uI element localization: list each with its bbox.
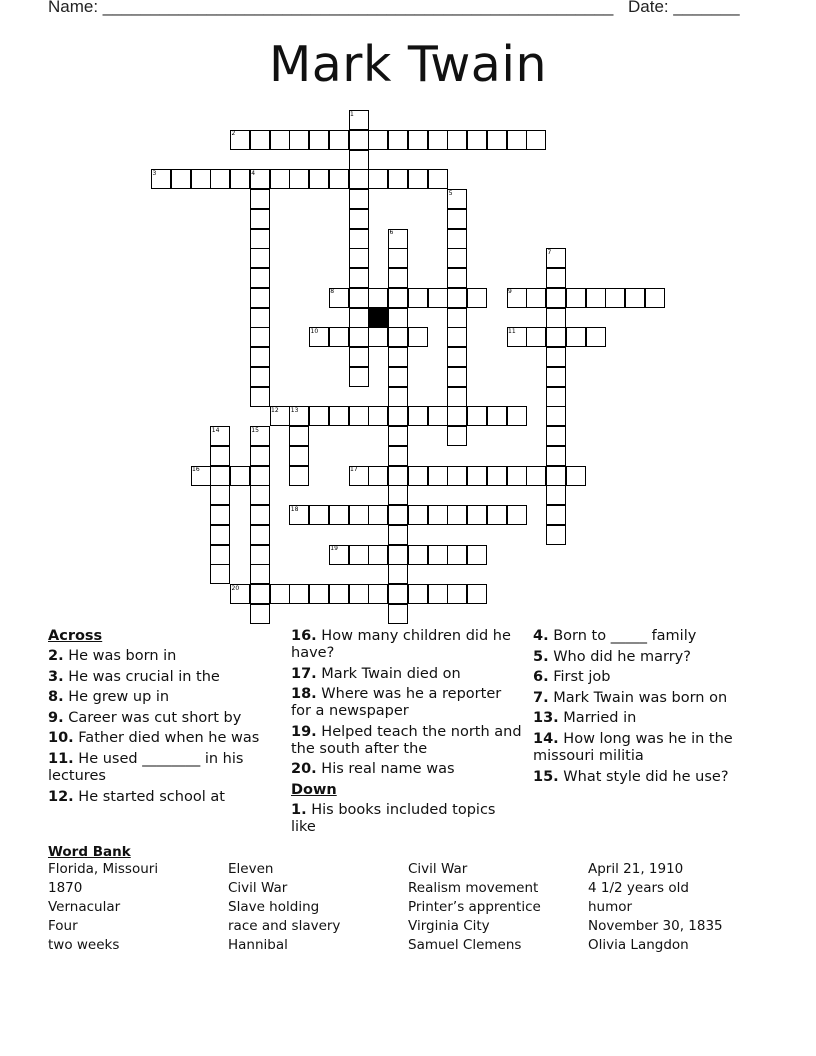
grid-cell[interactable] [289, 130, 309, 150]
grid-cell[interactable] [507, 505, 527, 525]
grid-cell[interactable] [408, 545, 428, 565]
grid-cell[interactable] [250, 564, 270, 584]
grid-cell[interactable] [487, 505, 507, 525]
grid-cell[interactable] [349, 209, 369, 229]
word-bank-item: Virginia City [408, 918, 490, 934]
grid-cell[interactable] [428, 545, 448, 565]
grid-cell[interactable] [546, 288, 566, 308]
grid-cell[interactable] [349, 545, 369, 565]
grid-clue-number: 13 [290, 406, 299, 414]
clue-number: 2. [48, 648, 64, 664]
grid-cell[interactable] [388, 130, 408, 150]
grid-cell[interactable] [388, 545, 408, 565]
grid-cell[interactable] [447, 209, 467, 229]
grid-cell[interactable] [428, 288, 448, 308]
page-title: Mark Twain [269, 36, 547, 93]
clue-item [533, 628, 773, 645]
grid-cell[interactable] [388, 426, 408, 446]
grid-cell[interactable] [368, 545, 388, 565]
grid-cell[interactable] [428, 406, 448, 426]
clue-number: 18. [291, 686, 317, 703]
grid-cell[interactable] [428, 505, 448, 525]
grid-cell[interactable] [566, 466, 586, 486]
word-bank-item: Realism movement [408, 880, 539, 896]
grid-cell[interactable] [526, 466, 546, 486]
word-bank-item: November 30, 1835 [588, 918, 723, 934]
clue-number: 4. [533, 628, 549, 644]
clue-text: He used ________ in his lectures [48, 750, 244, 784]
grid-cell[interactable] [368, 327, 388, 347]
grid-cell[interactable] [289, 169, 309, 189]
grid-cell[interactable] [447, 426, 467, 446]
grid-cell[interactable] [447, 347, 467, 367]
grid-cell[interactable] [428, 130, 448, 150]
clue-number: 1. [291, 801, 307, 818]
clue-text: Mark Twain was born on [548, 689, 728, 706]
grid-cell[interactable] [250, 525, 270, 545]
grid-cell[interactable] [645, 288, 665, 308]
grid-cell[interactable] [210, 545, 230, 565]
clue-text: Helped teach the north and the south after the [291, 723, 522, 757]
grid-cell[interactable] [250, 466, 270, 486]
grid-cell[interactable] [408, 288, 428, 308]
clue-number: 10. [48, 730, 74, 747]
grid-clue-number: 20 [231, 584, 240, 592]
grid-cell[interactable] [349, 189, 369, 209]
grid-clue-number: 14 [211, 426, 220, 434]
grid-cell[interactable] [368, 169, 388, 189]
grid-cell[interactable] [349, 308, 369, 328]
grid-cell[interactable] [526, 288, 546, 308]
grid-cell[interactable] [388, 584, 408, 604]
date-field-line: Date: _______ [628, 0, 740, 16]
clue-item [291, 666, 523, 683]
clue-text: First job [548, 669, 611, 686]
grid-cell[interactable] [447, 387, 467, 407]
grid-cell[interactable] [546, 347, 566, 367]
word-bank-heading: Word Bank [48, 844, 131, 860]
grid-cell[interactable] [388, 406, 408, 426]
grid-cell[interactable] [388, 327, 408, 347]
grid-cell[interactable] [388, 288, 408, 308]
grid-block [368, 308, 388, 328]
word-bank-item: Slave holding [228, 899, 320, 915]
grid-cell[interactable] [447, 584, 467, 604]
clue-item [48, 669, 278, 686]
word-bank-item: Olivia Langdon [588, 937, 689, 953]
grid-cell[interactable] [388, 525, 408, 545]
clue-item [48, 751, 278, 785]
grid-clue-number: 17 [350, 466, 358, 473]
grid-cell[interactable] [408, 584, 428, 604]
grid-clue-number: 4 [251, 169, 256, 177]
name-field-line: Name: ______________________________________________________ [48, 0, 614, 16]
grid-cell[interactable] [289, 426, 309, 446]
clue-number: 3. [48, 668, 64, 685]
grid-cell[interactable] [388, 485, 408, 505]
clue-text: How long was he in the missouri militia [533, 730, 733, 764]
word-bank-item: Civil War [408, 861, 468, 877]
grid-cell[interactable] [250, 367, 270, 387]
grid-cell[interactable] [467, 584, 487, 604]
clue-number: 6. [533, 669, 549, 686]
grid-cell[interactable] [408, 169, 428, 189]
clue-text: Born to _____ family [548, 628, 697, 644]
clue-number: 5. [533, 648, 549, 665]
clue-item [291, 724, 523, 758]
word-bank-item: Vernacular [48, 899, 121, 915]
clue-item [533, 690, 773, 707]
grid-clue-number: 18 [290, 505, 299, 513]
grid-cell[interactable] [507, 466, 527, 486]
grid-cell[interactable] [447, 308, 467, 328]
grid-cell[interactable] [388, 564, 408, 584]
grid-cell[interactable] [349, 584, 369, 604]
word-bank-item: Hannibal [228, 937, 288, 953]
grid-cell[interactable] [467, 406, 487, 426]
clue-number: 20. [291, 761, 317, 778]
grid-cell[interactable] [250, 604, 270, 624]
clue-text: Who did he marry? [548, 648, 691, 665]
clue-text: He grew up in [63, 689, 170, 706]
grid-cell[interactable] [329, 327, 349, 347]
grid-cell[interactable] [250, 288, 270, 308]
grid-cell[interactable] [487, 130, 507, 150]
clues-column-3 [533, 628, 773, 789]
clue-text: Mark Twain died on [316, 665, 461, 682]
word-bank-item: Florida, Missouri [48, 861, 159, 877]
grid-cell[interactable] [210, 525, 230, 545]
grid-cell[interactable] [368, 406, 388, 426]
grid-cell[interactable] [447, 288, 467, 308]
clues-column-2 [291, 628, 523, 840]
grid-cell[interactable] [230, 466, 250, 486]
grid-cell[interactable] [447, 248, 467, 268]
grid-cell[interactable] [329, 505, 349, 525]
grid-cell[interactable] [250, 584, 270, 604]
grid-cell[interactable] [467, 466, 487, 486]
grid-cell[interactable] [349, 288, 369, 308]
grid-cell[interactable] [309, 169, 329, 189]
grid-cell[interactable] [309, 130, 329, 150]
grid-cell[interactable] [250, 130, 270, 150]
grid-cell[interactable] [388, 268, 408, 288]
grid-cell[interactable] [586, 327, 606, 347]
clue-text: He started school at [73, 788, 225, 805]
grid-cell[interactable] [250, 189, 270, 209]
word-bank-item: Civil War [228, 880, 288, 896]
grid-cell[interactable] [388, 169, 408, 189]
grid-clue-number: 5 [448, 189, 453, 197]
word-bank [48, 844, 788, 956]
word-bank-item: humor [588, 899, 633, 915]
grid-cell[interactable] [428, 169, 448, 189]
grid-cell[interactable] [428, 466, 448, 486]
clue-item [291, 802, 523, 836]
clue-text: He was crucial in the [63, 668, 220, 685]
grid-cell[interactable] [368, 505, 388, 525]
clue-item [291, 761, 523, 778]
grid-cell[interactable] [210, 466, 230, 486]
grid-cell[interactable] [349, 268, 369, 288]
clues-column-1 [48, 628, 278, 809]
grid-clue-number: 1 [350, 110, 354, 118]
grid-cell[interactable] [349, 406, 369, 426]
grid-cell[interactable] [546, 525, 566, 545]
grid-cell[interactable] [368, 288, 388, 308]
grid-cell[interactable] [309, 505, 329, 525]
grid-cell[interactable] [546, 466, 566, 486]
clue-item [533, 710, 773, 727]
grid-cell[interactable] [329, 130, 349, 150]
grid-cell[interactable] [408, 130, 428, 150]
grid-cell[interactable] [349, 229, 369, 249]
clue-number: 12. [48, 788, 74, 805]
word-bank-item: Samuel Clemens [408, 937, 522, 953]
clue-item [533, 769, 773, 786]
grid-cell[interactable] [329, 169, 349, 189]
grid-cell[interactable] [349, 367, 369, 387]
grid-cell[interactable] [546, 367, 566, 387]
grid-cell[interactable] [546, 426, 566, 446]
grid-cell[interactable] [250, 387, 270, 407]
grid-cell[interactable] [171, 169, 191, 189]
grid-cell[interactable] [368, 130, 388, 150]
grid-cell[interactable] [487, 406, 507, 426]
clue-number: 15. [533, 768, 559, 785]
clue-item [48, 689, 278, 706]
grid-cell[interactable] [368, 584, 388, 604]
grid-cell[interactable] [408, 505, 428, 525]
clue-text: He was born in [63, 648, 177, 664]
grid-cell[interactable] [428, 584, 448, 604]
grid-cell[interactable] [250, 327, 270, 347]
grid-cell[interactable] [289, 584, 309, 604]
grid-cell[interactable] [447, 466, 467, 486]
grid-cell[interactable] [250, 545, 270, 565]
clue-item [533, 731, 773, 765]
clue-text: His books included topics like [291, 801, 496, 835]
grid-clue-number: 6 [389, 229, 394, 236]
grid-cell[interactable] [546, 387, 566, 407]
grid-cell[interactable] [507, 130, 527, 150]
grid-cell[interactable] [447, 545, 467, 565]
grid-cell[interactable] [487, 466, 507, 486]
grid-clue-number: 8 [330, 288, 335, 296]
grid-cell[interactable] [329, 584, 349, 604]
grid-cell[interactable] [388, 446, 408, 466]
word-bank-item: Eleven [228, 861, 274, 877]
grid-cell[interactable] [467, 130, 487, 150]
clue-text: How many children did he have? [291, 628, 511, 661]
grid-cell[interactable] [250, 268, 270, 288]
grid-cell[interactable] [349, 248, 369, 268]
grid-cell[interactable] [467, 545, 487, 565]
grid-cell[interactable] [210, 446, 230, 466]
grid-cell[interactable] [250, 248, 270, 268]
grid-cell[interactable] [625, 288, 645, 308]
clue-number: 13. [533, 710, 559, 727]
clue-text: Where was he a reporter for a newspaper [291, 686, 502, 720]
down-heading: Down [291, 781, 337, 798]
grid-cell[interactable] [546, 406, 566, 426]
clue-number: 16. [291, 628, 317, 644]
grid-clue-number: 12 [271, 406, 279, 414]
clue-item [48, 648, 278, 665]
clue-text: Career was cut short by [63, 709, 242, 726]
clue-text: What style did he use? [558, 768, 729, 785]
grid-clue-number: 2 [231, 130, 236, 138]
grid-cell[interactable] [546, 327, 566, 347]
grid-clue-number: 3 [152, 169, 157, 177]
word-bank-item: Four [48, 918, 78, 934]
grid-cell[interactable] [349, 169, 369, 189]
grid-cell[interactable] [250, 347, 270, 367]
grid-clue-number: 9 [508, 288, 512, 296]
clue-item [291, 628, 523, 662]
grid-cell[interactable] [605, 288, 625, 308]
grid-cell[interactable] [250, 485, 270, 505]
grid-clue-number: 11 [508, 327, 516, 335]
clue-item [533, 669, 773, 686]
grid-cell[interactable] [250, 308, 270, 328]
grid-cell[interactable] [349, 130, 369, 150]
grid-clue-number: 15 [251, 426, 259, 434]
grid-cell[interactable] [447, 505, 467, 525]
grid-clue-number: 7 [547, 248, 552, 256]
grid-cell[interactable] [250, 209, 270, 229]
grid-cell[interactable] [210, 564, 230, 584]
grid-cell[interactable] [349, 347, 369, 367]
grid-cell[interactable] [546, 485, 566, 505]
grid-cell[interactable] [309, 406, 329, 426]
clue-item [533, 649, 773, 666]
clue-text: Married in [558, 710, 637, 727]
clue-item [48, 730, 278, 747]
word-bank-item: Printer’s apprentice [408, 899, 541, 915]
grid-cell[interactable] [388, 367, 408, 387]
grid-cell[interactable] [566, 327, 586, 347]
grid-cell[interactable] [349, 150, 369, 170]
grid-cell[interactable] [388, 248, 408, 268]
grid-cell[interactable] [191, 169, 211, 189]
grid-cell[interactable] [388, 387, 408, 407]
grid-cell[interactable] [289, 446, 309, 466]
grid-cell[interactable] [250, 229, 270, 249]
word-bank-item: race and slavery [228, 918, 341, 934]
grid-cell[interactable] [250, 505, 270, 525]
grid-cell[interactable] [270, 169, 290, 189]
across-heading: Across [48, 628, 103, 644]
word-bank-item: 1870 [48, 880, 83, 896]
grid-clue-number: 16 [192, 466, 200, 473]
grid-cell[interactable] [349, 505, 369, 525]
grid-cell[interactable] [408, 327, 428, 347]
grid-cell[interactable] [526, 130, 546, 150]
word-bank-item: two weeks [48, 937, 120, 953]
clue-item [48, 789, 278, 806]
clue-number: 19. [291, 723, 317, 740]
grid-cell[interactable] [388, 466, 408, 486]
grid-cell[interactable] [566, 288, 586, 308]
grid-cell[interactable] [447, 327, 467, 347]
grid-cell[interactable] [210, 169, 230, 189]
grid-cell[interactable] [210, 505, 230, 525]
clue-item [291, 686, 523, 720]
grid-cell[interactable] [388, 308, 408, 328]
grid-cell[interactable] [309, 584, 329, 604]
grid-cell[interactable] [447, 229, 467, 249]
grid-cell[interactable] [408, 406, 428, 426]
clue-item [48, 710, 278, 727]
grid-cell[interactable] [467, 288, 487, 308]
clue-text: His real name was [316, 761, 455, 778]
grid-cell[interactable] [349, 327, 369, 347]
clue-number: 17. [291, 665, 317, 682]
grid-cell[interactable] [447, 130, 467, 150]
grid-cell[interactable] [526, 327, 546, 347]
grid-cell[interactable] [408, 466, 428, 486]
grid-cell[interactable] [507, 406, 527, 426]
grid-cell[interactable] [289, 466, 309, 486]
clue-number: 14. [533, 730, 559, 747]
word-bank-item: 4 1/2 years old [588, 880, 689, 896]
grid-cell[interactable] [546, 446, 566, 466]
grid-cell[interactable] [447, 406, 467, 426]
grid-cell[interactable] [388, 347, 408, 367]
grid-cell[interactable] [447, 367, 467, 387]
grid-cell[interactable] [467, 505, 487, 525]
clue-text: Father died when he was [73, 730, 260, 747]
grid-cell[interactable] [447, 268, 467, 288]
grid-cell[interactable] [329, 406, 349, 426]
grid-cell[interactable] [250, 446, 270, 466]
grid-cell[interactable] [388, 604, 408, 624]
grid-cell[interactable] [388, 505, 408, 525]
grid-cell[interactable] [586, 288, 606, 308]
word-bank-item: April 21, 1910 [588, 861, 684, 877]
clue-number: 11. [48, 750, 74, 767]
grid-cell[interactable] [368, 466, 388, 486]
clue-number: 7. [533, 689, 549, 706]
clue-number: 9. [48, 709, 64, 726]
grid-cell[interactable] [546, 308, 566, 328]
grid-clue-number: 19 [330, 545, 338, 552]
grid-cell[interactable] [546, 268, 566, 288]
grid-cell[interactable] [210, 485, 230, 505]
clue-number: 8. [48, 689, 64, 706]
grid-clue-number: 10 [310, 327, 319, 335]
grid-cell[interactable] [270, 130, 290, 150]
grid-cell[interactable] [230, 169, 250, 189]
grid-cell[interactable] [546, 505, 566, 525]
grid-cell[interactable] [270, 584, 290, 604]
